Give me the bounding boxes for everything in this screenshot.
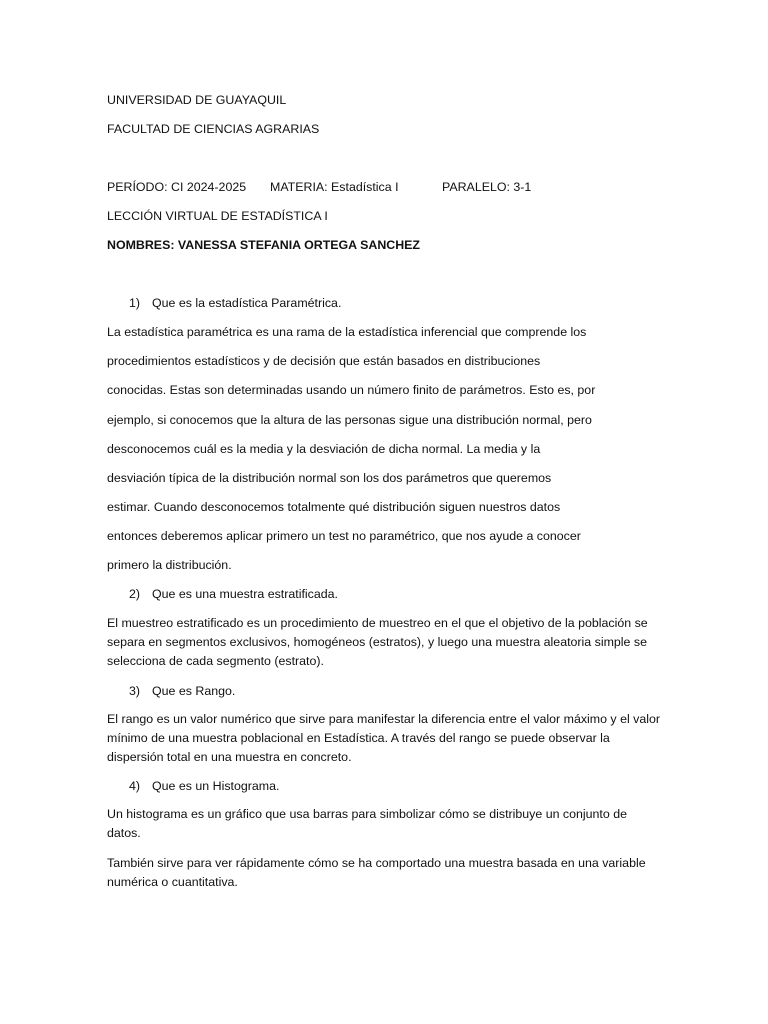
answer-paragraph: El rango es un valor numérico que sirve para manifestar la diferencia entre el valor máximo y el valor mínimo de una muestra poblacional en Estadística. A través del rango se puede observar la dispersión total en una muestra en concreto. [107,712,661,764]
subject-label: MATERIA: Estadística I [270,180,399,194]
question-number: 4) [129,779,141,793]
question-number: 1) [129,296,141,310]
answer-paragraph: También sirve para ver rápidamente cómo se ha comportado una muestra basada en una variable numérica o cuantitativa. [107,856,646,889]
answer-line: estimar. Cuando desconocemos totalmente qué distribución siguen nuestros datos [107,500,561,514]
answer-line: ejemplo, si conocemos que la altura de las personas sigue una distribución normal, pero [107,413,592,427]
answer-line: primero la distribución. [107,558,232,572]
question-text: Que es Rango. [152,684,236,698]
answer-paragraph: Un histograma es un gráfico que usa barras para simbolizar cómo se distribuye un conjunto de datos. [107,807,627,840]
answer-line: La estadística paramétrica es una rama de la estadística inferencial que comprende los [107,325,587,339]
answer-line: desviación típica de la distribución normal son los dos parámetros que queremos [107,471,552,485]
university-name: UNIVERSIDAD DE GUAYAQUIL [107,93,287,107]
answer-paragraph: El muestreo estratificado es un procedimiento de muestreo en el que el objetivo de la población se separa en segmentos exclusivos, homogéneos (estratos), y luego una muestra aleatoria simple se selecciona de cada segmento (estrato). [107,616,648,668]
period-label: PERÍODO: CI 2024-2025 [107,180,247,194]
question-number: 2) [129,587,141,601]
section-label: PARALELO: 3-1 [442,180,532,194]
lesson-title: LECCIÓN VIRTUAL DE ESTADÍSTICA I [107,209,328,223]
question-text: Que es un Histograma. [152,779,280,793]
answer-line: conocidas. Estas son determinadas usando un número finito de parámetros. Esto es, por [107,383,596,397]
question-number: 3) [129,684,141,698]
answer-line: procedimientos estadísticos y de decisión que están basados en distribuciones [107,354,541,368]
answer-line: entonces deberemos aplicar primero un test no paramétrico, que nos ayude a conocer [107,529,581,543]
question-text: Que es la estadística Paramétrica. [152,296,342,310]
student-names: NOMBRES: VANESSA STEFANIA ORTEGA SANCHEZ [107,238,420,252]
answer-line: desconocemos cuál es la media y la desviación de dicha normal. La media y la [107,442,541,456]
question-text: Que es una muestra estratificada. [152,587,338,601]
faculty-name: FACULTAD DE CIENCIAS AGRARIAS [107,122,320,136]
